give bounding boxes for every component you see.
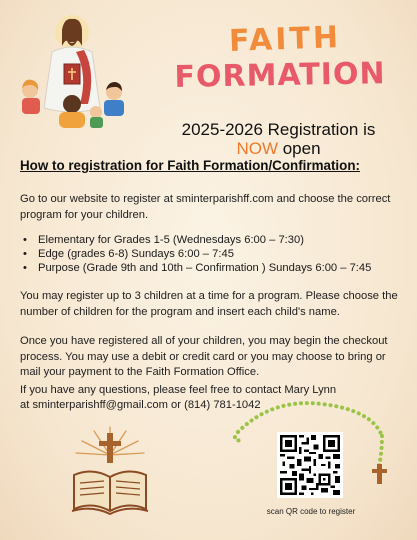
program-label: Elementary for Grades 1-5 (Wednesdays 6:00 – 7:30) xyxy=(38,234,304,246)
program-item-elementary xyxy=(23,233,408,247)
jesus-with-children-illustration xyxy=(14,12,132,130)
checkout-paragraph: Once you have registered all of your children, you may begin the checkout process. You may use a debit or credit card or you may choose to bring or mail your payment to the Faith Formation Office. xyxy=(20,335,388,378)
qr-code[interactable] xyxy=(277,432,343,498)
program-label: Edge (grades 6-8) Sundays 6:00 – 7:45 xyxy=(38,248,234,260)
program-list xyxy=(23,233,408,275)
open-word: open xyxy=(278,139,321,158)
contact-line: If you have any questions, please feel free to contact Mary Lynn xyxy=(20,384,337,396)
registration-line: 2025-2026 Registration is xyxy=(181,120,376,139)
program-label: Purpose (Grade 9th and 10th – Confirmation ) Sundays 6:00 – 7:45 xyxy=(38,262,372,274)
qr-caption: scan QR code to register xyxy=(266,507,356,516)
program-item-edge xyxy=(23,247,408,261)
bullet: • xyxy=(23,248,27,260)
title-faith: FAITH xyxy=(228,20,342,59)
bullet: • xyxy=(23,262,27,274)
bullet: • xyxy=(23,234,27,246)
title-formation: FORMATION xyxy=(174,56,386,95)
open-bible-with-cross-icon xyxy=(68,425,152,515)
howto-heading: How to registration for Faith Formation/Confirmation: xyxy=(20,158,360,173)
limit-paragraph: You may register up to 3 children at a time for a program. Please choose the number of children for the program and insert each child's name. xyxy=(20,290,398,318)
intro-paragraph: Go to our website to register at sminterparishff.com and choose the correct program for your children. xyxy=(20,193,391,221)
contact-details: at sminterparishff@gmail.com or (814) 781-1042 xyxy=(20,399,261,411)
program-item-purpose xyxy=(23,261,408,275)
now-word: NOW xyxy=(236,139,278,158)
registration-status xyxy=(140,139,417,159)
